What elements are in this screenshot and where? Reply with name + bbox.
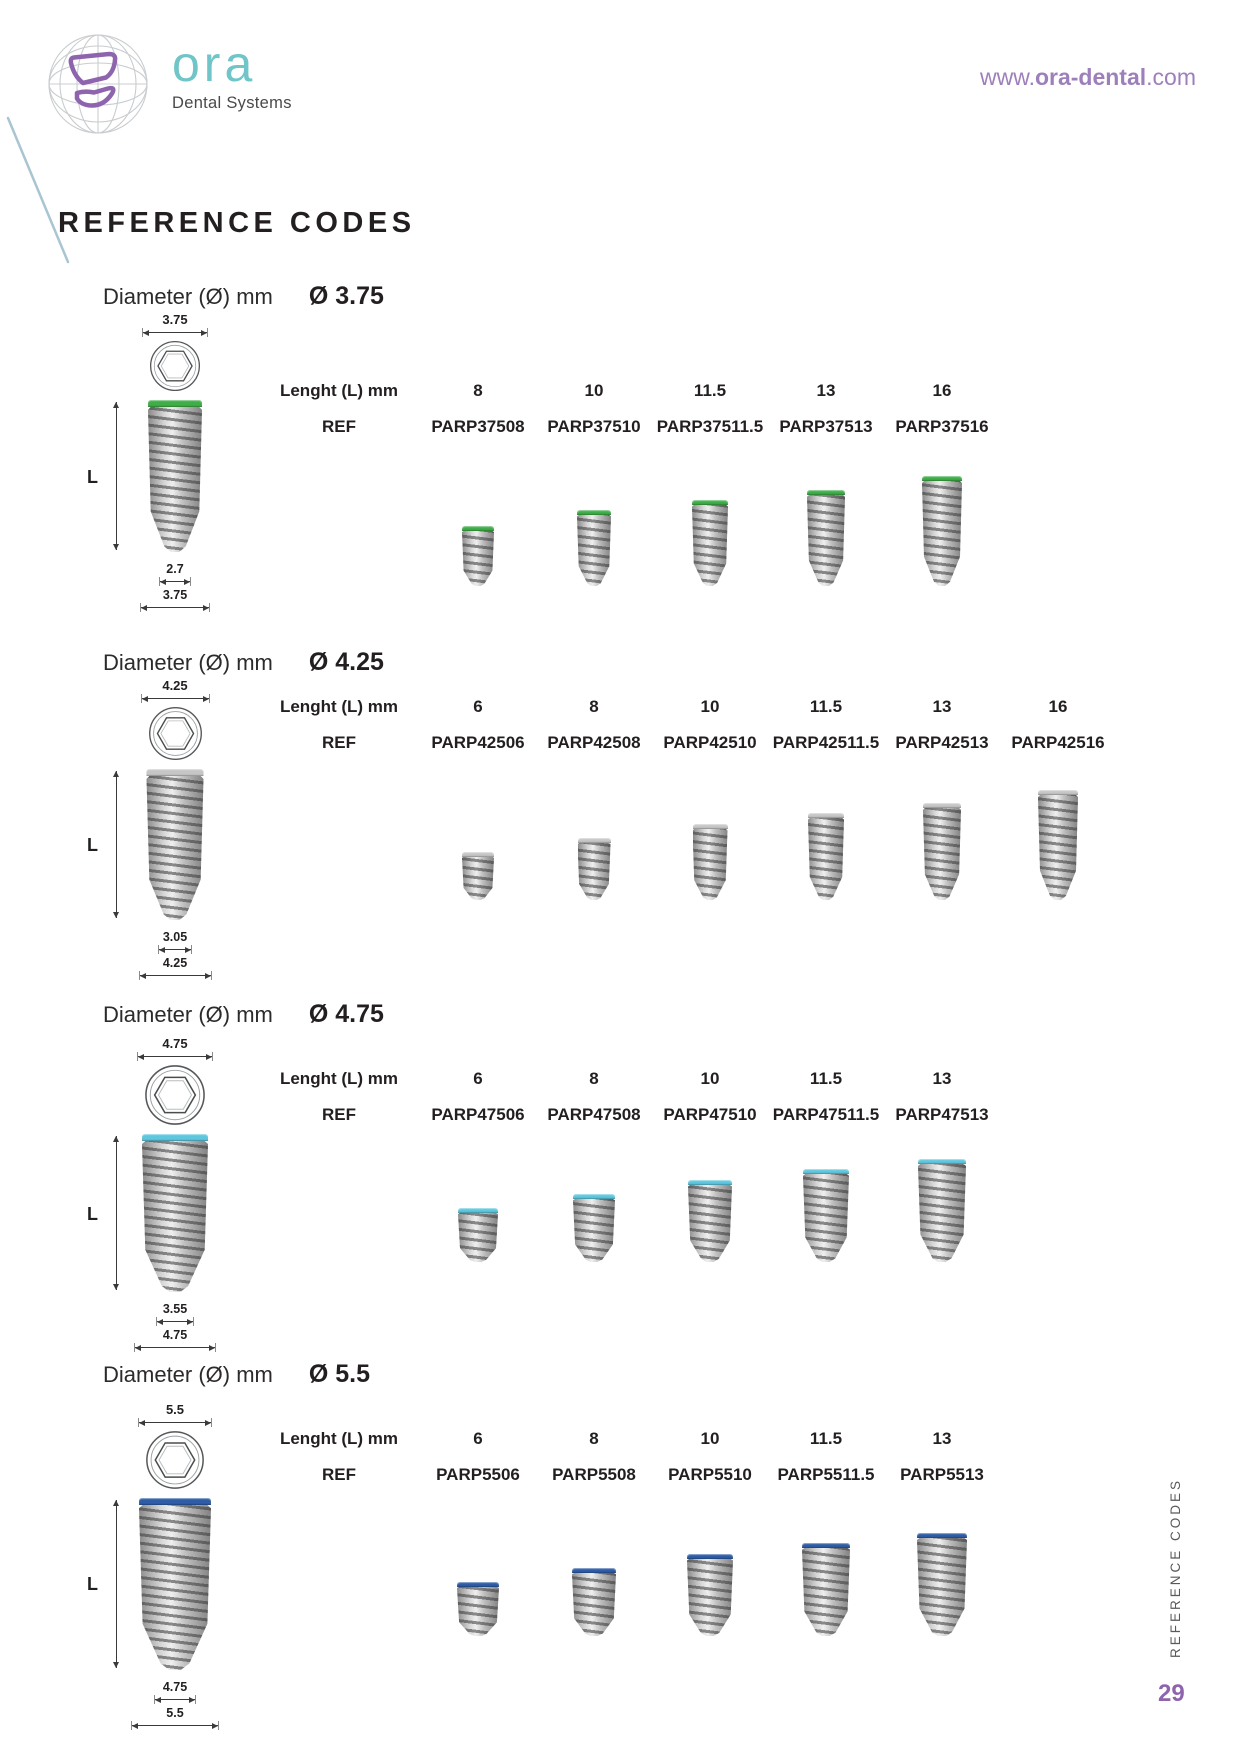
dimension-line: [134, 1343, 216, 1352]
page-title: REFERENCE CODES: [58, 207, 416, 240]
length-value: 6: [473, 1429, 483, 1448]
implant-image: [147, 769, 204, 920]
implant-body: [148, 407, 202, 552]
ref-row-label: REF: [322, 417, 356, 436]
platform-diameter-value: 4.75: [162, 1328, 188, 1342]
implant-image: [573, 1194, 615, 1262]
platform-diameter-value: 3.75: [162, 588, 188, 602]
implant-image: [803, 1169, 849, 1262]
length-dimension-line: [112, 771, 121, 918]
top-diameter-value: 3.75: [162, 312, 188, 327]
implant-collar: [142, 1134, 208, 1141]
ref-code: PARP42508: [547, 733, 641, 752]
bottom-dimensions: [140, 562, 210, 612]
reference-table: [258, 378, 1116, 586]
length-value: 13: [816, 381, 836, 400]
dimension-line: [131, 1721, 219, 1730]
website-url: [980, 64, 1196, 91]
implant-body: [139, 1505, 211, 1670]
ref-code: PARP47513: [895, 1105, 989, 1124]
length-value: 11.5: [809, 1429, 843, 1448]
length-row: [258, 378, 1116, 404]
side-vertical-label: REFERENCE CODES: [1168, 1478, 1183, 1659]
diameter-label: Diameter (Ø) mm: [103, 1362, 273, 1387]
ref-row: [258, 1102, 1116, 1128]
ref-row: [258, 1462, 1116, 1488]
implant-top-view-icon: [144, 1064, 206, 1126]
ref-code: PARP37513: [779, 417, 873, 436]
ref-code: PARP5510: [668, 1465, 752, 1484]
dimension-line: [158, 945, 191, 954]
apex-diameter-value: 4.75: [162, 1680, 188, 1694]
length-row-label: Lenght (L) mm: [279, 1429, 399, 1448]
ref-code: PARP42506: [431, 733, 525, 752]
implant-image: [688, 1180, 732, 1262]
length-value: 11.5: [809, 697, 843, 716]
diameter-label: Diameter (Ø) mm: [103, 1002, 273, 1027]
implant-image: [802, 1543, 850, 1636]
dimension-line: [141, 694, 210, 703]
top-diameter-value: 5.5: [165, 1402, 185, 1417]
length-symbol: L: [87, 1573, 98, 1594]
implant-image: [808, 813, 844, 900]
length-value: 8: [589, 697, 599, 716]
ref-row-label: REF: [322, 733, 356, 752]
implant-body: [142, 1141, 208, 1292]
implant-diagram: [87, 648, 255, 980]
ref-code: PARP5511.5: [777, 1465, 875, 1484]
implant-side-view: [87, 400, 255, 552]
ref-code: PARP37511.5: [656, 417, 764, 436]
dimension-line: [139, 971, 212, 980]
length-symbol: L: [87, 835, 98, 856]
diameter-value: Ø 4.25: [308, 648, 384, 676]
length-row-label: Lenght (L) mm: [279, 697, 399, 716]
url-suffix: .com: [1146, 64, 1196, 90]
length-value: 13: [932, 1429, 952, 1448]
length-symbol: L: [87, 1203, 98, 1224]
platform-diameter-value: 5.5: [166, 1706, 184, 1720]
reference-table: [258, 1426, 1116, 1636]
diagonal-accent-line: [6, 116, 74, 266]
url-prefix: www.: [980, 64, 1035, 90]
dimension-line: [159, 577, 191, 586]
bottom-dimensions: [131, 1680, 219, 1730]
ref-code: PARP42516: [1011, 733, 1105, 752]
length-value: 13: [932, 1069, 952, 1088]
length-value: 16: [932, 381, 952, 400]
diameter-value: Ø 5.5: [308, 1360, 371, 1388]
implant-size-row: [258, 1132, 1116, 1262]
implant-image: [1038, 790, 1078, 900]
dimension-line: [156, 1317, 194, 1326]
length-row-label: Lenght (L) mm: [279, 381, 399, 400]
platform-diameter-value: 4.25: [162, 956, 188, 970]
ref-code: PARP5508: [552, 1465, 636, 1484]
length-value: 11.5: [809, 1069, 843, 1088]
top-diameter-dimension: [143, 312, 207, 337]
top-diameter-dimension: [138, 1036, 212, 1061]
implant-size-row: [258, 444, 1116, 586]
ref-code: PARP47506: [431, 1105, 525, 1124]
apex-diameter-value: 2.7: [166, 562, 184, 576]
implant-image: [458, 1208, 498, 1262]
length-value: 6: [473, 697, 483, 716]
length-symbol: L: [87, 466, 98, 487]
implant-side-view: [87, 1134, 255, 1292]
length-row-label: Lenght (L) mm: [279, 1069, 399, 1088]
implant-image: [462, 526, 494, 586]
implant-side-view: [87, 769, 255, 920]
implant-body: [147, 776, 204, 920]
implant-image: [692, 500, 728, 586]
length-value: 11.5: [693, 381, 727, 400]
ref-code: PARP42510: [663, 733, 757, 752]
reference-table: [258, 1066, 1116, 1262]
length-value: 10: [700, 697, 720, 716]
length-dimension-line: [112, 1136, 121, 1290]
page-number: 29: [1158, 1680, 1185, 1707]
implant-diagram: [87, 1360, 255, 1730]
length-row: [258, 1426, 1116, 1452]
logo: [46, 32, 292, 136]
implant-image: [139, 1498, 211, 1670]
brand-tagline: Dental Systems: [172, 94, 292, 112]
ref-row: [258, 730, 1116, 756]
implant-diagram: [87, 1000, 255, 1352]
ref-code: PARP5506: [436, 1465, 520, 1484]
implant-image: [918, 1159, 966, 1262]
length-value: 10: [700, 1069, 720, 1088]
reference-table: [258, 694, 1116, 900]
ref-row-label: REF: [322, 1465, 356, 1484]
ref-code: PARP42511.5: [772, 733, 880, 752]
implant-image: [922, 476, 962, 586]
implant-image: [457, 1582, 499, 1636]
implant-collar: [139, 1498, 211, 1505]
implant-image: [577, 510, 611, 586]
implant-collar: [148, 400, 202, 407]
apex-diameter-value: 3.05: [162, 930, 188, 944]
dimension-line: [138, 1418, 212, 1427]
implant-top-view-icon: [149, 340, 201, 392]
dimension-line: [142, 328, 208, 337]
dimension-line: [137, 1052, 213, 1061]
length-value: 8: [589, 1429, 599, 1448]
dimension-line: [140, 603, 210, 612]
implant-image: [462, 852, 494, 900]
ref-code: PARP47510: [663, 1105, 757, 1124]
length-value: 10: [584, 381, 604, 400]
logo-text: [172, 36, 292, 113]
implant-size-row: [258, 760, 1116, 900]
length-dimension-line: [112, 1500, 121, 1668]
top-diameter-value: 4.25: [162, 678, 188, 693]
implant-image: [693, 824, 728, 900]
diameter-value: Ø 4.75: [308, 1000, 384, 1028]
url-domain: ora-dental: [1034, 64, 1147, 90]
implant-side-view: [87, 1498, 255, 1670]
ref-row: [258, 414, 1116, 440]
ref-code: PARP5513: [900, 1465, 984, 1484]
ref-code: PARP37508: [431, 417, 525, 436]
implant-collar: [147, 769, 204, 776]
length-value: 13: [932, 697, 952, 716]
ref-code: PARP37510: [547, 417, 641, 436]
length-value: 8: [589, 1069, 599, 1088]
implant-size-row: [258, 1492, 1116, 1636]
length-value: 8: [473, 381, 483, 400]
implant-image: [923, 803, 961, 900]
length-row: [258, 694, 1116, 720]
ref-code: PARP42513: [895, 733, 989, 752]
length-value: 10: [700, 1429, 720, 1448]
brand-name: ora: [172, 36, 257, 92]
length-dimension-line: [112, 402, 121, 550]
implant-image: [687, 1554, 733, 1636]
length-value: 16: [1048, 697, 1068, 716]
top-diameter-dimension: [139, 1402, 211, 1427]
top-diameter-value: 4.75: [162, 1036, 188, 1051]
implant-image: [578, 838, 611, 900]
implant-image: [572, 1568, 616, 1636]
length-row: [258, 1066, 1116, 1092]
implant-image: [142, 1134, 208, 1292]
ref-row-label: REF: [322, 1105, 356, 1124]
top-diameter-dimension: [142, 678, 209, 703]
length-value: 6: [473, 1069, 483, 1088]
diameter-value: Ø 3.75: [308, 282, 384, 310]
dimension-line: [154, 1695, 196, 1704]
apex-diameter-value: 3.55: [162, 1302, 188, 1316]
implant-top-view-icon: [148, 706, 203, 761]
diameter-label: Diameter (Ø) mm: [103, 650, 273, 675]
implant-image: [807, 490, 845, 586]
ref-code: PARP37516: [895, 417, 989, 436]
implant-top-view-icon: [145, 1430, 205, 1490]
implant-diagram: [87, 282, 255, 612]
ref-code: PARP47511.5: [772, 1105, 880, 1124]
implant-image: [917, 1533, 967, 1636]
ref-code: PARP47508: [547, 1105, 641, 1124]
bottom-dimensions: [134, 1302, 216, 1352]
implant-image: [148, 400, 202, 552]
diameter-label: Diameter (Ø) mm: [103, 284, 273, 309]
bottom-dimensions: [139, 930, 212, 980]
